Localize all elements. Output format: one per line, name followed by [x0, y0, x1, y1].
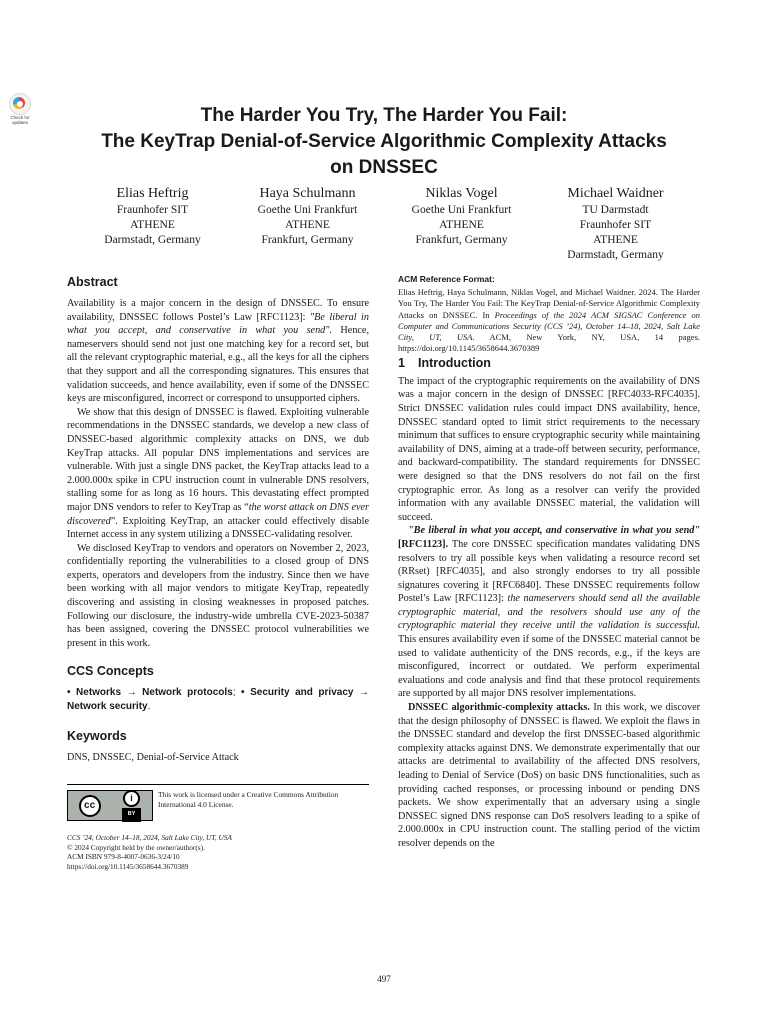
doi-line[interactable]: https://doi.org/10.1145/3658644.3670389: [67, 861, 189, 871]
title-line-1: The Harder You Try, The Harder You Fail:: [200, 105, 568, 126]
author-name: Niklas Vogel: [425, 186, 498, 201]
check-for-updates-badge[interactable]: [7, 93, 33, 125]
intro-paragraph-2: "Be liberal in what you accept, and conservative in what you send" [RFC1123]. The core DNSSEC specification mandates validating DNS resolvers to try all possible keys when validating a resource record set (RRset) [RFC4035], and also strongly endorses to try all possible signatures covering it [RFC6840]. These DNSSEC requirements follow Postel’s Law [RFC1123]: the nameservers should send all the available cryptographic material, and the resolvers should use any of the cryptographic material they receive until the validation is successful. This ensures availability even if some of the DNSSEC material cannot be used to validate authenticity of the DNS records, e.g., if the keys are misconfigured, incorrect or outdated. We perform experimental evaluations and code analysis and find that these protocol requirements are supported by all major DNS resolver implementations.: [398, 525, 700, 700]
keywords-heading: Keywords: [67, 728, 127, 743]
paper-title: [40, 103, 728, 181]
abstract-paragraph-3: We disclosed KeyTrap to vendors and operators on November 2, 2023, confidentially reporting the vulnerabilities to a closed group of DNS experts, operators and developers from the industry. Since then we have been working with all major vendors to mitigate KeyTrap, repeatedly discovering and assisting in closing weaknesses in proposed patches. Following our disclosure, the industry-wide umbrella CVE-2023-50387 has been assigned, covering the DNSSEC protocol vulnerabilities we present in this work.: [67, 542, 369, 649]
page-number: 497: [377, 974, 391, 984]
ccs-concepts-text: • Networks → Network protocols; • Security and privacy → Network security.: [67, 687, 369, 713]
abstract-heading: Abstract: [67, 275, 118, 289]
conference-line: CCS ’24, October 14–18, 2024, Salt Lake City, UT, USA: [67, 833, 232, 843]
author-name: Haya Schulmann: [259, 186, 356, 201]
author-2: [235, 185, 380, 248]
by-badge: [122, 790, 142, 822]
by-label: BY: [122, 808, 142, 822]
author-affiliation: ATHENE: [593, 234, 638, 246]
author-name: Elias Heftrig: [116, 186, 189, 201]
cc-by-badge[interactable]: [67, 790, 153, 821]
isbn-line: ACM ISBN 979-8-4007-0636-3/24/10: [67, 852, 180, 862]
author-affiliation: ATHENE: [439, 219, 484, 231]
ccs-concepts-heading: CCS Concepts: [67, 664, 154, 679]
abstract-paragraph-2: We show that this design of DNSSEC is flawed. Exploiting vulnerable recommendations in the DNSSEC standards, we develop a new class of DNSSEC-based algorithmic complexity attacks on DNS, we dub KeyTrap attacks. All popular DNS implementations and services are vulnerable. With just a single DNS packet, the KeyTrap attacks lead to a 2.000.000x spike in CPU instruction count in vulnerable DNS resolvers, stalling some for as long as 16 hours. This devastating effect prompted major DNS vendors to refer to KeyTrap as “the worst attack on DNS ever discovered”. Exploiting KeyTrap, an attacker could effectively disable Internet access in any system utilizing a DNSSEC-validating resolver.: [67, 406, 369, 541]
author-affiliation: Frankfurt, Germany: [415, 234, 508, 246]
right-column: [398, 274, 700, 851]
author-name: Michael Waidner: [567, 186, 664, 201]
intro-paragraph-1: The impact of the cryptographic requirements on the availability of DNS was a major concern in the design of DNSSEC [RFC4033-RFC4035]. Strict DNSSEC validation rules could impact DNS availability, hence, DNSSEC standard opted to limit strict requirements to the necessary minimum that suffices to ensure cryptographic security while maintaining availability of DNS, aiming at a trade-off between security, performance, and backward-compatibility. The standard requirements for DNSSEC were designed so that the DNS resolvers do not fail on the first cryptographic error. As long as a resolver can verify the provided information with any available DNSSEC material, the validation will succeed.: [398, 375, 700, 523]
badge-label: Check for updates: [10, 115, 30, 125]
attribution-icon: i: [123, 790, 140, 807]
author-affiliation: ATHENE: [130, 219, 175, 231]
left-column: [67, 274, 369, 871]
author-affiliation: Darmstadt, Germany: [104, 234, 201, 246]
introduction-heading: 1 Introduction: [398, 355, 491, 370]
author-affiliation: Goethe Uni Frankfurt: [257, 204, 358, 216]
section-number: 1: [398, 355, 405, 370]
author-affiliation: Frankfurt, Germany: [261, 234, 354, 246]
title-line-3: on DNSSEC: [330, 157, 438, 178]
cc-icon: cc: [79, 795, 101, 817]
acm-ref-heading: ACM Reference Format:: [398, 274, 495, 284]
author-affiliation: TU Darmstadt: [582, 204, 649, 216]
acm-ref-text: Elias Heftrig, Haya Schulmann, Niklas Vogel, and Michael Waidner. 2024. The Harder You Try, The Harder You Fail: The KeyTrap Denial-of-Service Algorithmic Complexity Attacks on DNSSEC. In Proceedings of the 2024 ACM SIGSAC Conference on Computer and Communications Security (CCS ’24), October 14–18, 2024, Salt Lake City, UT, USA. ACM, New York, NY, USA, 14 pages. https://doi.org/10.1145/3658644.3670389: [398, 287, 701, 354]
title-line-2: The KeyTrap Denial-of-Service Algorithmic Complexity Attacks: [101, 131, 667, 152]
copyright-line: © 2024 Copyright held by the owner/author(s).: [67, 842, 205, 852]
author-1: [80, 185, 225, 248]
author-affiliation: ATHENE: [285, 219, 330, 231]
author-4: [543, 185, 688, 263]
author-affiliation: Fraunhofer SIT: [116, 204, 189, 216]
author-3: [389, 185, 534, 248]
keywords-text: DNS, DNSSEC, Denial-of-Service Attack: [67, 751, 239, 763]
author-affiliation: Goethe Uni Frankfurt: [411, 204, 512, 216]
intro-paragraph-3: DNSSEC algorithmic-complexity attacks. In this work, we discover that the design philosophy of DNSSEC is flawed. We exploit the flaws in the DNSSEC standard and develop the first DNSSEC-based algorithmic complexity attacks against DNS. We demonstrate experimentally that our attacks are detrimental to availability of the affected DNS resolvers, leading to Denial of Service (DoS) on basic DNS functionalities, such as providing cached responses, or processing inbound or pending DNS packets. We show experimentally that an adversary using a single DNSSEC signed DNS response can DoS resolvers leading to a spike of 2.000.000x in CPU instruction count. The stalling period of the victim resolver depends on the: [398, 702, 700, 849]
author-affiliation: Fraunhofer SIT: [579, 219, 652, 231]
abstract-paragraph-1: Availability is a major concern in the design of DNSSEC. To ensure availability, DNSSEC follows Postel’s Law [RFC1123]: "Be liberal in what you accept, and conservative in what you send". Hence, nameservers should send not just one matching key for a record set, but all the relevant cryptographic material, e.g., all the keys for all the ciphers that they support and all the corresponding signatures. This ensures that validation succeeds, and hence availability, even if some of the DNSSEC keys are misconfigured, incorrect or correspond to unsupported ciphers.: [67, 298, 369, 405]
crossmark-icon: [9, 93, 31, 115]
license-block: [67, 784, 369, 821]
footer-info: [67, 833, 369, 871]
license-text: This work is licensed under a Creative Commons Attribution International 4.0 License.: [158, 790, 339, 810]
author-affiliation: Darmstadt, Germany: [567, 249, 664, 261]
